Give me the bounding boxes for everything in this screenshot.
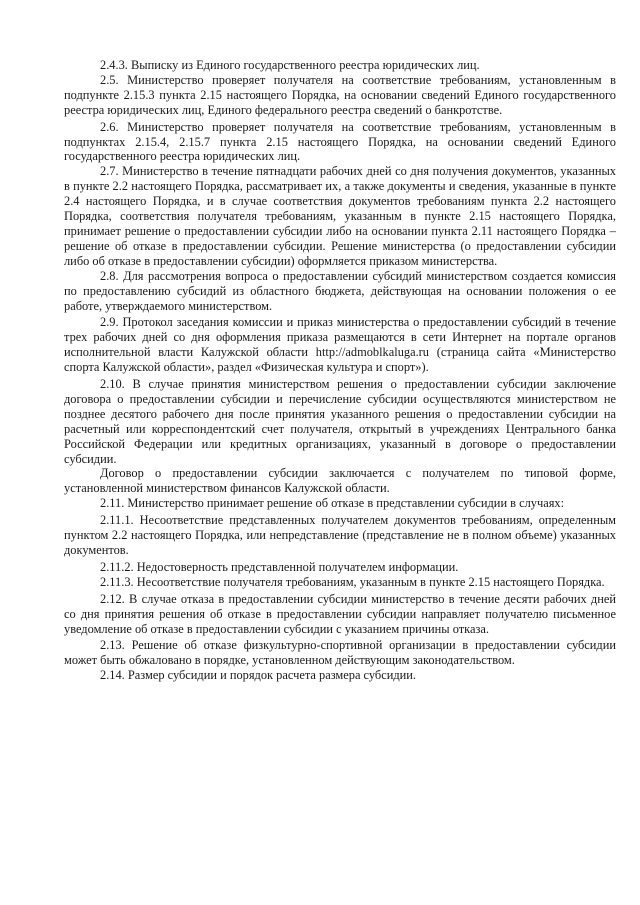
paragraph-2-8: 2.8. Для рассмотрения вопроса о предоставлении субсидий министерством создается комиссия по предоставлению субсидий из областного бюджета, действующая на основании положения о ее работе, утверждаемого министерством. xyxy=(64,268,616,313)
paragraph-2-12: 2.12. В случае отказа в предоставлении субсидии министерство в течение десяти рабочих дней со дня принятия решения об отказе в предоставлении субсидии направляет получателю письменное уведомление об отказе в предоставлении субсидии с указанием причины отказа. xyxy=(64,591,616,636)
paragraph-2-11: 2.11. Министерство принимает решение об отказе в представлении субсидии в случаях: xyxy=(100,496,565,511)
paragraph-2-13: 2.13. Решение об отказе физкультурно-спортивной организации в предоставлении субсидии может быть обжаловано в порядке, установленном действующим законодательством. xyxy=(64,638,616,668)
paragraph-2-14: 2.14. Размер субсидии и порядок расчета размера субсидии. xyxy=(100,668,417,683)
paragraph-2-4-3: 2.4.3. Выписку из Единого государственного реестра юридических лиц. xyxy=(100,58,480,72)
paragraph-2-6: 2.6. Министерство проверяет получателя на соответствие требованиям, установленным в подпунктах 2.15.4, 2.15.7 пункта 2.15 настоящего Порядка, на основании сведений Единого государственного реестра юридических лиц. xyxy=(64,119,616,164)
paragraph-2-7: 2.7. Министерство в течение пятнадцати рабочих дней со дня получения документов, указанных в пункте 2.2 настоящего Порядка, рассматривает их, а также документы и сведения, указанные в пункте 2.4 настоящего Порядка, и в случае соответствия документов требованиям пункта 2.2 настоящего Порядка, соответствия получателя требованиям, указанным в пункте 2.15 настоящего Порядка, принимает решение о предоставлении субсидии либо на основании пункта 2.11 настоящего Порядка – решение об отказе в предоставлении субсидии. Решение министерства (о предоставлении субсидии либо об отказе в предоставлении субсидии) оформляется приказом министерства. xyxy=(64,164,616,268)
paragraph-2-11-2: 2.11.2. Недостоверность представленной получателем информации. xyxy=(100,559,459,574)
document-body xyxy=(64,58,616,683)
paragraph-2-11-3: 2.11.3. Несоответствие получателя требованиям, указанным в пункте 2.15 настоящего Порядка. xyxy=(100,574,605,589)
paragraph-2-9: 2.9. Протокол заседания комиссии и приказ министерства о предоставлении субсидий в течение трех рабочих дней со дня оформления приказа размещаются в сети Интернет на портале органов исполнительной власти Калужской области http://admoblkaluga.ru (страница сайта «Министерство спорта Калужской области», раздел «Физическая культура и спорт»). xyxy=(64,315,616,375)
paragraph-2-10: 2.10. В случае принятия министерством решения о предоставлении субсидии заключение договора о предоставлении субсидии и перечисление субсидии осуществляются министерством не позднее десятого рабочего дня после принятия указанного решения о предоставлении субсидии на расчетный или корреспондентский счет получателя, открытый в учреждениях Центрального банка Российской Федерации или кредитных организациях, указанный в договоре о предоставлении субсидии. xyxy=(64,377,616,466)
paragraph-contract: Договор о предоставлении субсидии заключается с получателем по типовой форме, установленной министерством финансов Калужской области. xyxy=(64,466,616,496)
paragraph-2-5: 2.5. Министерство проверяет получателя на соответствие требованиям, установленным в подпункте 2.15.3 пункта 2.15 настоящего Порядка, на основании сведений Единого государственного реестра юридических лиц, Единого федерального реестра сведений о банкротстве. xyxy=(64,72,616,117)
paragraph-2-11-1: 2.11.1. Несоответствие представленных получателем документов требованиям, определенным пунктом 2.2 настоящего Порядка, или непредставление (представление не в полном объеме) указанных документов. xyxy=(64,513,616,557)
